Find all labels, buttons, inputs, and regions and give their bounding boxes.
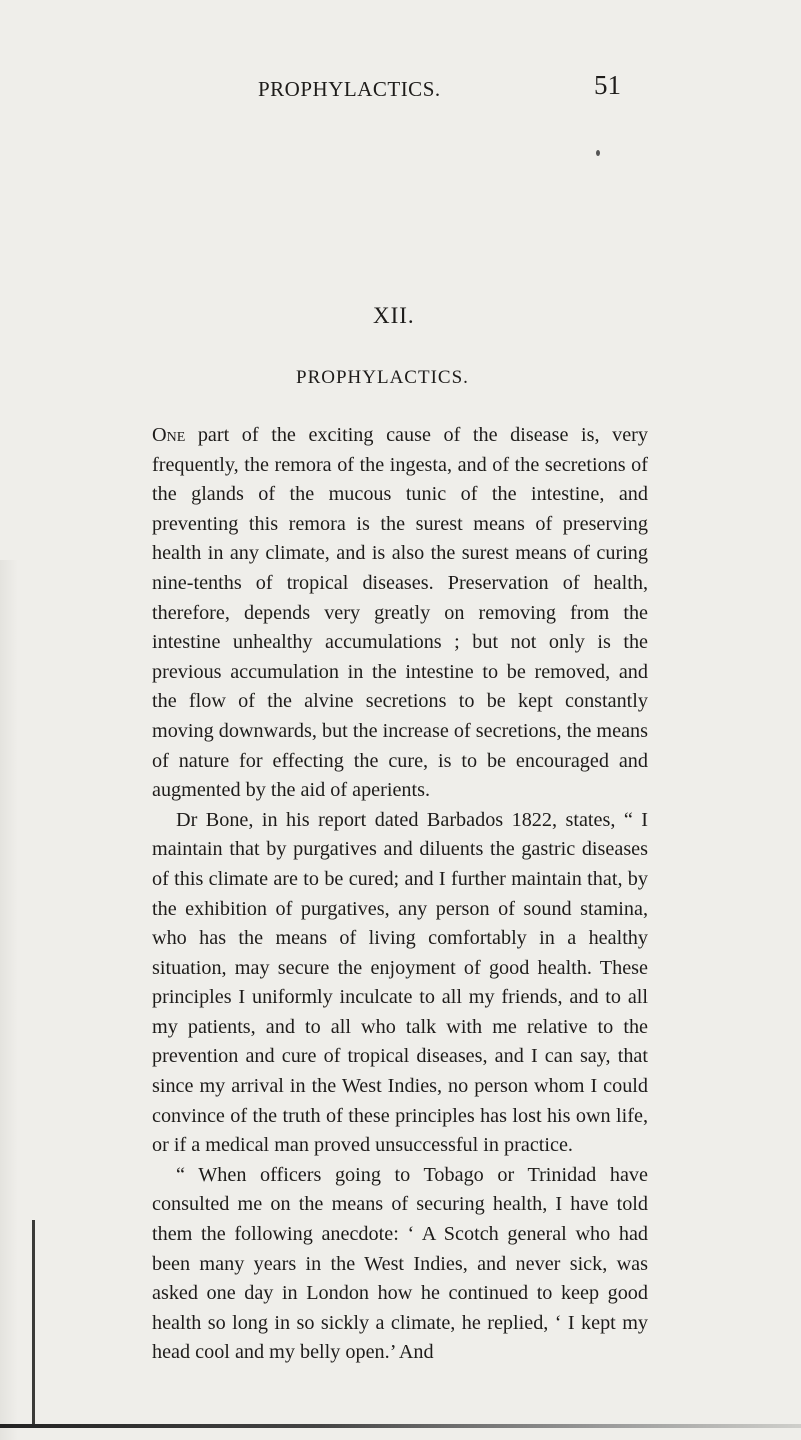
paragraph-1-text: part of the exciting cause of the disease is, very frequently, the remora of the ingesta, and of the secretions of the glands of the mucous tunic of the intestine, and preventing this remora is the surest means of preserving health in any climate, and is also the surest means of curing nine-tenths of tropical diseases. Preservation of health, therefore, depends very greatly on removing from the intestine unhealthy accumulations ; but not only is the previous accumulation in the intestine to be removed, and the flow of the alvine secretions to be kept constantly moving downwards, but the increase of secretions, the means of nature for effecting the cure, is to be encouraged and augmented by the aid of aperients. <box>152 424 648 802</box>
page-bottom-edge <box>0 1424 801 1428</box>
chapter-number: XII. <box>373 303 415 328</box>
paragraph-3: “ When officers going to Tobago or Trinidad have consulted me on the means of securing health, I have told them the following anecdote: ‘ A Scotch general who had been many years in the West Indies, and never sick, was asked one day in London how he continued to keep good health so long in so sickly a climate, he replied, ‘ I kept my head cool and my belly open.’ And <box>152 1163 648 1364</box>
ink-speck <box>596 150 600 156</box>
paragraph-2: Dr Bone, in his report dated Barbados 1822, states, “ I maintain that by purgatives and diluents the gastric diseases of this climate are to be cured; and I further maintain that, by the exhibition of purgatives, any person of sound stamina, who has the means of living comfortably in a healthy situation, may secure the enjoyment of good health. These principles I uniformly inculcate to all my friends, and to all my patients, and to all who talk with me relative to the prevention and cure of tropical diseases, and I can say, that since my arrival in the West Indies, no person whom I could convince of the truth of these principles has lost his own life, or if a medical man proved unsuccessful in practice. <box>152 808 648 1157</box>
body-text <box>152 421 648 1368</box>
binding-edge <box>32 1220 35 1425</box>
page-number: 51 <box>594 70 621 100</box>
paragraph-lead-word: One <box>152 424 186 446</box>
chapter-title: PROPHYLACTICS. <box>296 367 469 388</box>
gutter-shadow <box>0 560 18 1440</box>
paragraph-1 <box>152 421 648 806</box>
running-head: PROPHYLACTICS. <box>258 77 441 101</box>
